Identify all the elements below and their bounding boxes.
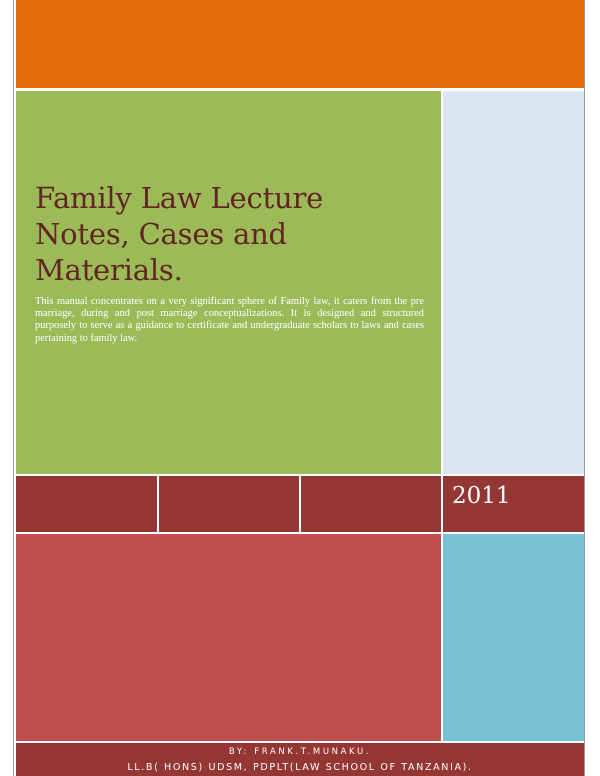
red-band-cell — [16, 476, 157, 532]
orange-header-band — [16, 0, 584, 88]
author-byline: BY: FRANK.T.MUNAKU. — [228, 747, 372, 757]
author-credentials: LL.B( HONS) UDSM, PDPLT(LAW SCHOOL OF TANZANIA). — [127, 762, 473, 773]
document-title: Family Law Lecture Notes, Cases and Materials. — [35, 181, 324, 287]
red-band-cell — [301, 476, 441, 532]
publication-year: 2011 — [452, 483, 511, 509]
red-band-cell — [159, 476, 299, 532]
coral-panel — [16, 534, 441, 741]
document-abstract: This manual concentrates on a very significant sphere of Family law, it caters from the pre marriage, during and post marriage conceptualizations. It is designed and structured purposely to serve as a guidance to certificate and undergraduate scholars to laws and cases pertaining to family law. — [35, 296, 424, 344]
side-panel-pale — [443, 91, 584, 474]
side-panel-blue — [443, 534, 584, 741]
